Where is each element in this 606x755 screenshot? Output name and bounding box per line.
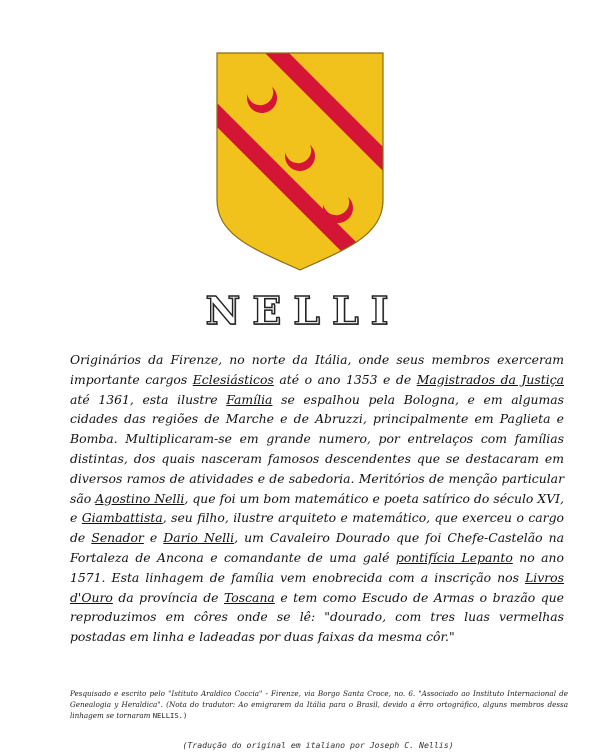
- research-note: [70, 688, 568, 721]
- text-segment: , um Cavaleiro Dourado que foi Chefe-Castelão na Fortaleza de Ancona e comandante de uma galé: [70, 530, 565, 565]
- family-history-text: [70, 350, 564, 647]
- underlined-term: pontifícia Lepanto: [395, 549, 513, 565]
- text-segment: até 1361, esta ilustre: [70, 391, 227, 407]
- text-segment: e tem como Escudo de Armas o brazão que reproduzimos em côres onde se lê: "dourado, com tres luas vermelhas postadas em linha e ladeadas por duas faixas da mesma côr.": [70, 589, 564, 645]
- text-segment: , que foi um bom matemático e poeta satírico do século XVI, e: [70, 490, 564, 526]
- text-segment: Originários da Firenze, no norte da Itália, onde seus membros exerceram importante cargos: [70, 352, 564, 387]
- text-segment: da província de: [112, 589, 224, 605]
- text-segment: , seu filho, ilustre arquiteto e matemático, que exerceu o cargo de: [70, 510, 564, 546]
- research-surname: NELLIS.): [152, 711, 188, 720]
- underlined-term: Magistrados da Justiça: [416, 371, 565, 387]
- translation-credit: (Tradução do original em italiano por Joseph C. Nellis): [182, 740, 454, 750]
- underlined-term: Agostino Nelli: [95, 490, 185, 506]
- coat-of-arms: [214, 50, 386, 272]
- text-segment: até o ano 1353 e de: [273, 371, 417, 387]
- underlined-term: Livros d'Ouro: [70, 569, 564, 605]
- text-segment: e: [143, 530, 164, 546]
- underlined-term: Toscana: [224, 589, 275, 605]
- research-text: Pesquisado e escrito pelo "Istituto Araldico Coccia" - Firenze, via Borgo Santa Croce, no. 6. "Associado ao Instituto Internacional de Genealogia y Heraldica". (Nota do tradutor: Ao emigrarem da Itália para o Brasil, devido a êrro ortográfico, alguns membros dessa linhagem se tornaram: [70, 689, 568, 720]
- underlined-term: Dario Nelli: [163, 530, 235, 546]
- text-segment: se espalhou pela Bologna, e em algumas cidades das regiões de Marche e de Abruzzi, principalmente em Paglieta e Bomba. Multiplicaram-se em grande numero, por entrelaços com famílias distintas, dos quais nasceram famosos descendentes que se destacaram em diversos ramos de atividades e de sabedoria. Meritórios de menção particular são: [70, 391, 565, 506]
- underlined-term: Eclesiásticos: [192, 371, 274, 387]
- underlined-term: Giambattista: [81, 510, 163, 526]
- surname-title: NELLI: [205, 288, 401, 333]
- underlined-term: Senador: [91, 530, 144, 546]
- text-segment: no ano 1571. Esta linhagem de família vem enobrecida com a inscrição nos: [70, 549, 564, 585]
- underlined-term: Família: [226, 391, 273, 407]
